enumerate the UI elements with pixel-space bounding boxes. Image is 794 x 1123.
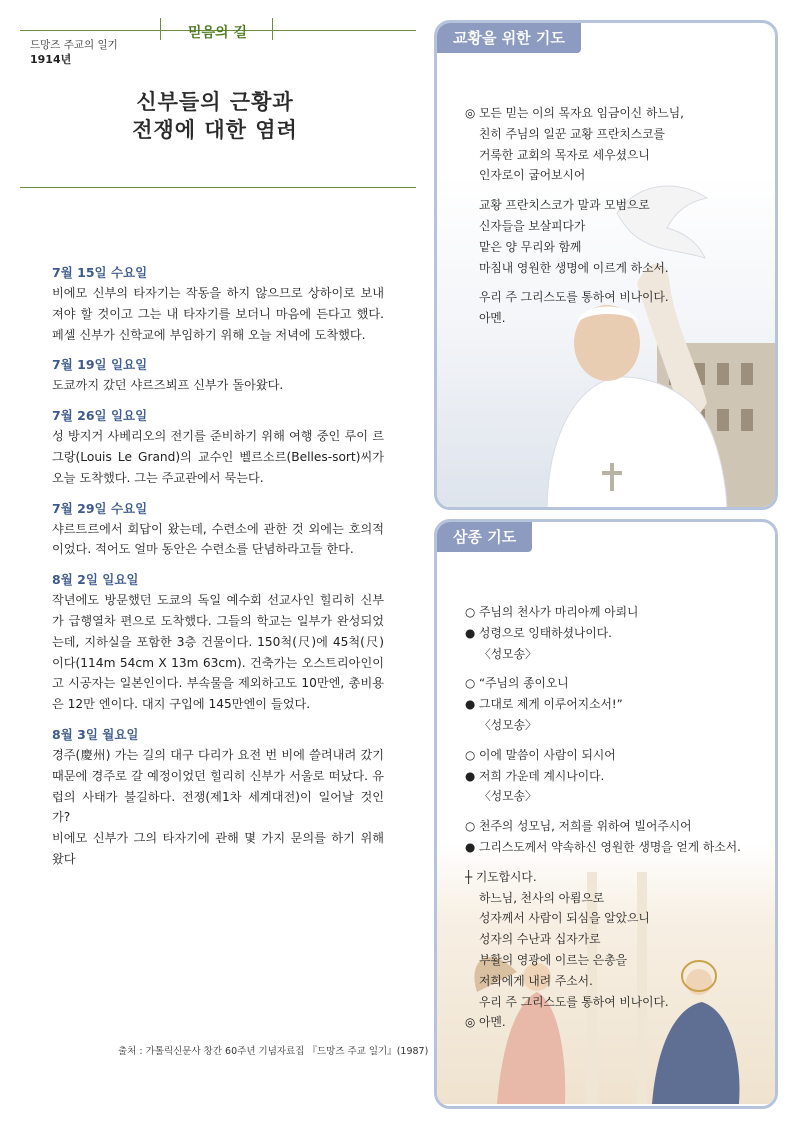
angelus-tab: 삼종 기도 bbox=[437, 522, 532, 552]
prayer-line bbox=[465, 673, 741, 694]
page-title-line1: 신부들의 근황과 bbox=[136, 90, 294, 114]
prayer-line bbox=[465, 602, 741, 623]
pope-prayer-text bbox=[465, 103, 684, 329]
prayer-line: ┼ 기도합시다. bbox=[465, 869, 537, 884]
entry-date: 7월 29일 수요일 bbox=[52, 500, 148, 516]
diary-name: 드망즈 주교의 일기 bbox=[30, 39, 118, 51]
prayer-line: 〈성모송〉 bbox=[479, 717, 537, 732]
response-mark: ● bbox=[465, 839, 476, 854]
angelus-text bbox=[465, 602, 741, 1033]
prayer-line bbox=[465, 837, 741, 858]
prayer-line bbox=[465, 694, 741, 715]
versicle-mark: ○ bbox=[465, 676, 476, 691]
entry-date: 7월 15일 수요일 bbox=[52, 265, 148, 280]
source-citation: 출처 : 가톨릭신문사 창간 60주년 기념자료집 『드망즈 주교 일기』(1987) bbox=[118, 1046, 429, 1057]
prayer-line: 〈성모송〉 bbox=[479, 789, 537, 804]
prayer-line bbox=[465, 623, 741, 644]
diary-entry bbox=[52, 262, 384, 345]
response-mark: ● bbox=[465, 768, 476, 783]
prayer-line: 맡은 양 무리와 함께 bbox=[479, 239, 582, 254]
prayer-line: 우리 주 그리스도를 통하여 비나이다. bbox=[479, 290, 669, 305]
pope-prayer-panel bbox=[434, 20, 778, 510]
diary-entries bbox=[52, 262, 384, 879]
entry-text: 도쿄까지 갔던 샤르즈뵈프 신부가 돌아왔다. bbox=[52, 378, 284, 393]
prayer-line: 저희에게 내려 주소서. bbox=[479, 973, 593, 988]
prayer-line: 친히 주님의 일꾼 교황 프란치스코를 bbox=[479, 126, 665, 141]
diary-year: 1914년 bbox=[30, 53, 72, 66]
versicle-mark: ○ bbox=[465, 747, 476, 762]
prayer-line: 마침내 영원한 생명에 이르게 하소서. bbox=[479, 260, 669, 275]
prayer-line-text: 성령으로 잉태하셨나이다. bbox=[479, 625, 612, 640]
versicle-mark: ○ bbox=[465, 605, 476, 619]
prayer-line: 〈성모송〉 bbox=[479, 646, 537, 661]
prayer-line-text: 그대로 제게 이루어지소서!” bbox=[479, 697, 623, 712]
prayer-line-text: 그리스도께서 약속하신 영원한 생명을 얻게 하소서. bbox=[479, 839, 741, 854]
entry-text: 성 방지거 사베리오의 전기를 준비하기 위해 여행 중인 루이 르 그랑(Louis Le Grand)의 교수인 벨르소르(Belles-sort)씨가 오늘 도착했다. 그는 주교관에서 묵는다. bbox=[52, 429, 384, 485]
prayer-line: 아멘. bbox=[479, 311, 506, 326]
prayer-line: 부활의 영광에 이르는 은총을 bbox=[479, 952, 627, 967]
diary-entry bbox=[52, 405, 384, 488]
prayer-line: 신자들을 보살피다가 bbox=[479, 218, 586, 233]
prayer-line bbox=[465, 816, 741, 837]
prayer-line bbox=[465, 766, 741, 787]
entry-text: 비에모 신부의 타자기는 작동을 하지 않으므로 상하이로 보내져야 할 것이고 그는 내 타자기를 보더니 마음에 든다고 했다. 페셀 신부가 신학교에 부임하기 위해 오늘 저녁에 도착했다. bbox=[52, 286, 384, 342]
entry-date: 7월 19일 일요일 bbox=[52, 357, 148, 373]
prayer-line: 우리 주 그리스도를 통하여 비나이다. bbox=[479, 994, 669, 1009]
response-mark: ● bbox=[465, 625, 476, 640]
entry-date: 7월 26일 일요일 bbox=[52, 408, 148, 424]
section-tag: 믿음의 길 bbox=[188, 25, 247, 41]
prayer-line-text: 주님의 천사가 마리아께 아뢰니 bbox=[479, 605, 639, 619]
prayer-line-text: 저희 가운데 계시나이다. bbox=[479, 768, 605, 783]
entry-date: 8월 2일 일요일 bbox=[52, 572, 139, 588]
angelus-panel bbox=[434, 519, 778, 1109]
header-tick-right bbox=[272, 18, 273, 40]
entry-text: 작년에도 방문했던 도쿄의 독일 예수회 선교사인 힐리히 신부가 급행열차 편으로 도착했다. 그들의 학교는 일부가 완성되었는데, 지하실을 포함한 3층 건물이다. 150척(尺)에 45척(尺)이다(114m 54cm X 13m 63cm). 건축가는 오스트리아인이고 시공자는 일본인이다. 부속물을 제외하고도 10만엔, 총비용은 12만 엔이다. 대지 구입에 145만엔이 들었다. bbox=[52, 593, 384, 712]
diary-entry bbox=[52, 569, 384, 715]
prayer-line-text: 이에 말씀이 사람이 되시어 bbox=[479, 747, 616, 762]
entry-date: 8월 3일 월요일 bbox=[52, 726, 139, 742]
prayer-line: 교황 프란치스코가 말과 모범으로 bbox=[479, 198, 650, 213]
header-rule-bottom bbox=[20, 187, 416, 188]
prayer-line: 하느님, 천사의 아룀으로 bbox=[479, 890, 605, 905]
response-mark: ● bbox=[465, 697, 476, 712]
pope-prayer-tab: 교황을 위한 기도 bbox=[437, 23, 581, 53]
prayer-line: 인자로이 굽어보시어 bbox=[479, 168, 586, 183]
prayer-line bbox=[465, 745, 741, 766]
prayer-line-text: 천주의 성모님, 저희를 위하여 빌어주시어 bbox=[479, 819, 692, 834]
diary-entry bbox=[52, 724, 384, 870]
entry-text: 샤르트르에서 회답이 왔는데, 수련소에 관한 것 외에는 호의적이었다. 적어도 얼마 동안은 수련소를 단념하라고들 한다. bbox=[52, 521, 384, 557]
diary-entry bbox=[52, 498, 384, 561]
prayer-line: 성자의 수난과 십자가로 bbox=[479, 932, 601, 947]
prayer-line: 성자께서 사람이 되심을 알았으니 bbox=[479, 911, 650, 926]
prayer-line: ◎ 모든 믿는 이의 목자요 임금이신 하느님, bbox=[465, 106, 684, 120]
prayer-line: ◎ 아멘. bbox=[465, 1015, 506, 1030]
prayer-line-text: “주님의 종이오니 bbox=[479, 676, 569, 691]
page-title-line2: 전쟁에 대한 염려 bbox=[132, 118, 298, 142]
header-tick-left bbox=[160, 18, 161, 40]
entry-text: 비에모 신부가 그의 타자기에 관해 몇 가지 문의를 하기 위해 왔다 bbox=[52, 831, 384, 866]
versicle-mark: ○ bbox=[465, 819, 476, 834]
prayer-line: 거룩한 교회의 목자로 세우셨으니 bbox=[479, 147, 650, 162]
diary-entry bbox=[52, 354, 384, 396]
entry-text: 경주(慶州) 가는 길의 대구 다리가 요전 번 비에 쓸려내려 갔기 때문에 경주로 갈 예정이었던 힐리히 신부가 서울로 떠났다. 유럽의 사태가 불길하다. 전쟁(제1차 세계대전)이 일어날 것인가? bbox=[52, 747, 384, 825]
